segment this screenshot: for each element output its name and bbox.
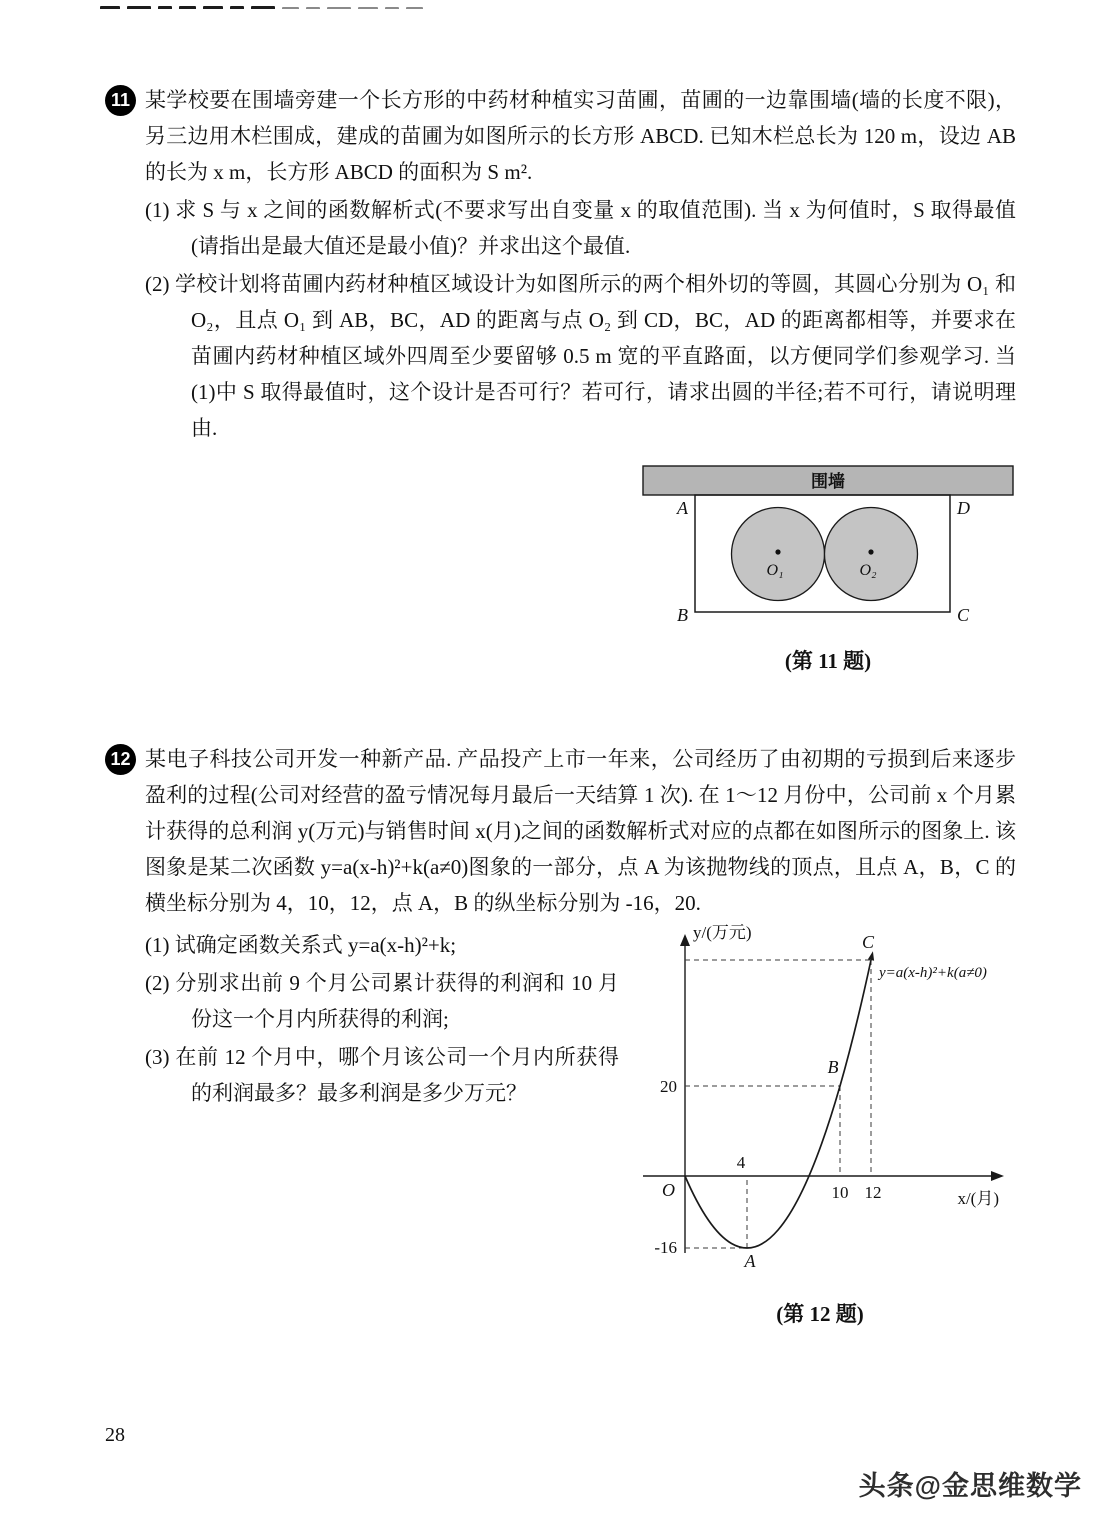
problem-11 xyxy=(105,82,1016,675)
point-label-c: C xyxy=(861,932,875,952)
figure-problem-12 xyxy=(625,921,1015,1332)
circle-o1-label: O₁ xyxy=(766,562,784,579)
problem-12-part-2: (2) 分别求出前 9 个月公司累计获得的利润和 10 月份这一个月内所获得的利润; xyxy=(145,971,619,1031)
tick-x-12: 12 xyxy=(864,1183,882,1202)
tick-x-10: 10 xyxy=(831,1183,849,1202)
problem-11-stem: 某学校要在围墙旁建一个长方形的中药材种植实习苗圃，苗圃的一边靠围墙(墙的长度不限)，另三边用木栏围成，建成的苗圃为如图所示的长方形 ABCD. 已知木栏总长为 120 m，设边 AB 的长为 x m，长方形 ABCD 的面积为 S m². xyxy=(145,88,1016,184)
origin-label: O xyxy=(662,1180,675,1200)
corner-label-c: C xyxy=(957,605,970,625)
problem-12-part-3: (3) 在前 12 个月中，哪个月该公司一个月内所获得的利润最多？最多利润是多少万元？ xyxy=(145,1045,619,1105)
circle-o2-label: O₂ xyxy=(859,562,877,579)
x-axis-arrow xyxy=(991,1171,1004,1181)
figure-11-caption: (第 11 题) xyxy=(784,649,872,673)
problem-12-parts xyxy=(145,925,619,1332)
problem-11-number-badge: 11 xyxy=(105,85,136,116)
tick-x-4: 4 xyxy=(736,1153,746,1172)
problem-11-part-1: (1) 求 S 与 x 之间的函数解析式(不要求写出自变量 x 的取值范围). 当 x 为何值时，S 取得最值(请指出是最大值还是最小值)？并求出这个最值. xyxy=(145,198,1016,258)
equation-label: y=a(x-h)²+k(a≠0) xyxy=(879,965,987,981)
dashed-guides-C xyxy=(685,960,871,1176)
dashed-guides-A xyxy=(685,1176,747,1248)
profit-parabola-graph xyxy=(625,921,1015,1273)
problem-12-part-1: (1) 试确定函数关系式 y=a(x-h)²+k; xyxy=(145,933,457,957)
figure-12-caption: (第 12 题) xyxy=(776,1302,864,1326)
wall-label: 围墙 xyxy=(811,472,845,491)
parabola-curve xyxy=(685,960,871,1248)
point-label-b: B xyxy=(827,1057,839,1077)
curve-arrow xyxy=(868,951,874,961)
figure-problem-11 xyxy=(642,460,1014,675)
x-axis-label: x/(月) xyxy=(957,1189,999,1208)
corner-label-b: B xyxy=(677,605,688,625)
corner-label-d: D xyxy=(957,498,970,518)
circle-o2-center-dot xyxy=(868,549,873,554)
watermark-text: 头条@金思维数学 xyxy=(858,1471,1082,1501)
tick-y-neg16: -16 xyxy=(654,1238,677,1257)
point-label-a: A xyxy=(744,1251,756,1271)
dashed-guides-B xyxy=(685,1086,840,1176)
rectangle-garden-diagram xyxy=(642,460,1014,628)
page-number: 28 xyxy=(105,1424,125,1446)
problem-12-number-badge: 12 xyxy=(105,744,136,775)
page-top-cropped-text xyxy=(100,0,430,9)
y-axis-label: y/(万元) xyxy=(693,923,752,942)
problem-12 xyxy=(105,741,1016,1332)
corner-label-a: A xyxy=(677,498,688,518)
problem-12-stem: 某电子科技公司开发一种新产品. 产品投产上市一年来，公司经历了由初期的亏损到后来逐步盈利的过程(公司对经营的盈亏情况每月最后一天结算 1 次). 在 1～12 月份中，公司前 x 个月累计获得的总利润 y(万元)与销售时间 x(月)之间的函数解析式对应的点都在如图所示的图象上. 该图象是某二次函数 y=a(x-h)²+k(a≠0)图象的一部分，点 A 为该抛物线的顶点，且点 A，B，C 的横坐标分别为 4，10，12，点 A，B 的纵坐标分别为 -16，20. xyxy=(145,747,1016,915)
tick-y-20: 20 xyxy=(660,1077,677,1096)
y-axis-arrow xyxy=(680,934,690,946)
problem-11-part-2: (2) 学校计划将苗圃内药材种植区域设计为如图所示的两个相外切的等圆，其圆心分别为 O₁ 和 O₂，且点 O₁ 到 AB，BC，AD 的距离与点 O₂ 到 CD，BC，AD 的距离都相等，并要求在苗圃内药材种植区域外四周至少要留够 0.5 m 宽的平直路面，以方便同学们参观学习. 当(1)中 S 取得最值时，这个设计是否可行？若可行，请求出圆的半径;若不可行，请说明理由. xyxy=(145,272,1016,440)
circle-o1-center-dot xyxy=(775,549,780,554)
